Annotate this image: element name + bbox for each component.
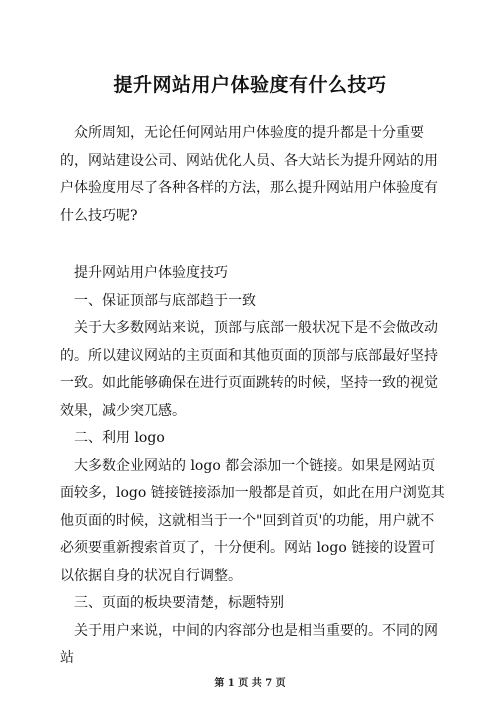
section-heading: 提升网站用户体验度技巧 <box>74 265 228 281</box>
item-heading-2: 二、利用 logo <box>74 430 165 446</box>
item-paragraph-1: 关于大多数网站来说，顶部与底部一般状况下是不会做改动的。所以建议网站的主页面和其他页面的顶部与底部最好坚持一致。如此能够确保在进行页面跳转的时候，坚持一致的视觉效果，减少突兀感。 <box>60 320 438 419</box>
paragraph-gap <box>60 230 446 260</box>
item-heading-1: 一、保证顶部与底部趋于一致 <box>74 292 256 309</box>
document-body <box>60 120 446 673</box>
intro-paragraph: 众所周知，无论任何网站用户体验度的提升都是十分重要的，网站建设公司、网站优化人员、各大站长为提升网站的用户体验度用尽了各种各样的方法，那么提升网站用户体验度有什么技巧呢? <box>60 125 438 224</box>
item-paragraph-3: 关于用户来说，中间的内容部分也是相当重要的。不同的网站 <box>60 622 438 666</box>
document-title: 提升网站用户体验度有什么技巧 <box>113 74 387 96</box>
item-paragraph-2: 大多数企业网站的 logo 都会添加一个链接。如果是网站页面较多，logo 链接链接添加一般都是首页，如此在用户浏览其他页面的时候，这就相当于一个"回到首页'的功能，用户就不必须要重新搜索首页了，十分便利。网站 logo 链接的设置可以依据自身的状况自行调整。 <box>60 457 445 584</box>
page-number-footer: 第 1 页 共 7 页 <box>214 678 286 689</box>
item-heading-3: 三、页面的板块要清楚，标题特别 <box>74 595 284 611</box>
